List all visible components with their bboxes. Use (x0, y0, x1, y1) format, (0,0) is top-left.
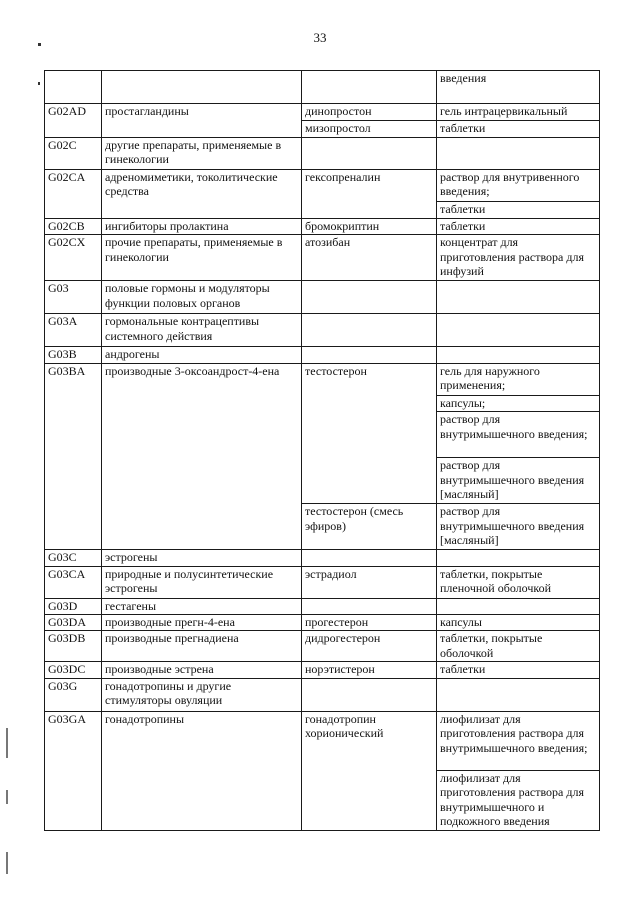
dosage-form-cell: раствор для внутримышечного введения [масляный] (437, 458, 600, 504)
table-row (45, 104, 600, 121)
table-row (45, 550, 600, 566)
atc-code-cell (45, 71, 102, 104)
table-row (45, 170, 600, 202)
drug-name-cell: гексопреналин (302, 170, 437, 219)
table-row (45, 235, 600, 281)
table-row (45, 347, 600, 363)
drug-name-cell (302, 598, 437, 614)
drug-name-cell: дидрогестерон (302, 631, 437, 662)
pharm-group-cell: половые гормоны и модуляторы функции половых органов (102, 281, 302, 314)
pharm-group-cell: гестагены (102, 598, 302, 614)
drug-name-cell: прогестерон (302, 615, 437, 631)
atc-code-cell: G03G (45, 678, 102, 711)
dosage-form-cell: лиофилизат для приготовления раствора для внутримышечного введения; (437, 711, 600, 770)
table-row (45, 138, 600, 170)
table-row (45, 219, 600, 235)
drug-name-cell (302, 71, 437, 104)
dosage-form-cell: гель для наружного применения; (437, 363, 600, 395)
pharm-group-cell: гормональные контрацептивы системного действия (102, 314, 302, 347)
dosage-form-cell (437, 138, 600, 170)
table-row (45, 566, 600, 598)
pharm-group-cell: гонадотропины (102, 711, 302, 830)
pharm-group-cell: эстрогены (102, 550, 302, 566)
dosage-form-cell: раствор для внутримышечного введения [масляный] (437, 504, 600, 550)
atc-code-cell: G03BA (45, 363, 102, 549)
table-row (45, 711, 600, 770)
scan-edge-mark (6, 728, 8, 758)
scan-edge-mark (6, 790, 8, 804)
drug-name-cell (302, 678, 437, 711)
drug-name-cell (302, 347, 437, 363)
drug-name-cell: норэтистерон (302, 662, 437, 678)
atc-code-cell: G02CX (45, 235, 102, 281)
dosage-form-cell: таблетки, покрытые пленочной оболочкой (437, 566, 600, 598)
table-row (45, 598, 600, 614)
table-row (45, 281, 600, 314)
drug-classification-table (44, 70, 600, 831)
atc-code-cell: G03A (45, 314, 102, 347)
atc-code-cell: G03DA (45, 615, 102, 631)
drug-name-cell (302, 550, 437, 566)
drug-name-cell (302, 314, 437, 347)
drug-name-cell (302, 138, 437, 170)
atc-code-cell: G02AD (45, 104, 102, 138)
drug-name-cell (302, 281, 437, 314)
pharm-group-cell: другие препараты, применяемые в гинекологии (102, 138, 302, 170)
table-row (45, 678, 600, 711)
dosage-form-cell: раствор для внутривенного введения; (437, 170, 600, 202)
pharm-group-cell: производные 3-оксоандрост-4-ена (102, 363, 302, 549)
table-row (45, 71, 600, 104)
pharm-group-cell: производные прегн-4-ена (102, 615, 302, 631)
dosage-form-cell (437, 314, 600, 347)
scan-edge-mark (6, 852, 8, 874)
table-row (45, 631, 600, 662)
dosage-form-cell: таблетки (437, 662, 600, 678)
pharm-group-cell: андрогены (102, 347, 302, 363)
atc-code-cell: G03DC (45, 662, 102, 678)
atc-code-cell: G03 (45, 281, 102, 314)
dosage-form-cell (437, 550, 600, 566)
drug-name-cell: тестостерон (302, 363, 437, 503)
pharm-group-cell: природные и полусинтетические эстрогены (102, 566, 302, 598)
table-row (45, 363, 600, 395)
dosage-form-cell (437, 678, 600, 711)
atc-code-cell: G03CA (45, 566, 102, 598)
atc-code-cell: G02CB (45, 219, 102, 235)
atc-code-cell: G03C (45, 550, 102, 566)
pharm-group-cell: гонадотропины и другие стимуляторы овуляции (102, 678, 302, 711)
dosage-form-cell: таблетки (437, 202, 600, 219)
drug-name-cell: бромокриптин (302, 219, 437, 235)
scan-speck (38, 43, 41, 46)
dosage-form-cell (437, 347, 600, 363)
dosage-form-cell: таблетки, покрытые оболочкой (437, 631, 600, 662)
scan-speck (38, 82, 40, 85)
drug-name-cell: гонадотропин хорионический (302, 711, 437, 830)
drug-name-cell: эстрадиол (302, 566, 437, 598)
table-row (45, 314, 600, 347)
atc-code-cell: G03GA (45, 711, 102, 830)
pharm-group-cell: производные прегнадиена (102, 631, 302, 662)
atc-code-cell: G03D (45, 598, 102, 614)
drug-name-cell: мизопростол (302, 121, 437, 138)
pharm-group-cell (102, 71, 302, 104)
pharm-group-cell: производные эстрена (102, 662, 302, 678)
drug-name-cell: динопростон (302, 104, 437, 121)
page-number: 33 (313, 30, 327, 45)
pharm-group-cell: адреномиметики, токолитические средства (102, 170, 302, 219)
atc-code-cell: G02CA (45, 170, 102, 219)
dosage-form-cell (437, 598, 600, 614)
drug-name-cell: атозибан (302, 235, 437, 281)
dosage-form-cell: капсулы; (437, 395, 600, 411)
pharm-group-cell: ингибиторы пролактина (102, 219, 302, 235)
dosage-form-cell: таблетки (437, 121, 600, 138)
dosage-form-cell: раствор для внутримышечного введения; (437, 412, 600, 458)
dosage-form-cell: гель интрацервикальный (437, 104, 600, 121)
pharm-group-cell: простагландины (102, 104, 302, 138)
atc-code-cell: G03B (45, 347, 102, 363)
dosage-form-cell: введения (437, 71, 600, 104)
atc-code-cell: G03DB (45, 631, 102, 662)
atc-code-cell: G02C (45, 138, 102, 170)
dosage-form-cell: лиофилизат для приготовления раствора для внутримышечного и подкожного введения (437, 770, 600, 830)
table-row (45, 662, 600, 678)
drug-name-cell: тестостерон (смесь эфиров) (302, 504, 437, 550)
table-row (45, 615, 600, 631)
dosage-form-cell (437, 281, 600, 314)
dosage-form-cell: таблетки (437, 219, 600, 235)
dosage-form-cell: капсулы (437, 615, 600, 631)
pharm-group-cell: прочие препараты, применяемые в гинекологии (102, 235, 302, 281)
dosage-form-cell: концентрат для приготовления раствора для инфузий (437, 235, 600, 281)
